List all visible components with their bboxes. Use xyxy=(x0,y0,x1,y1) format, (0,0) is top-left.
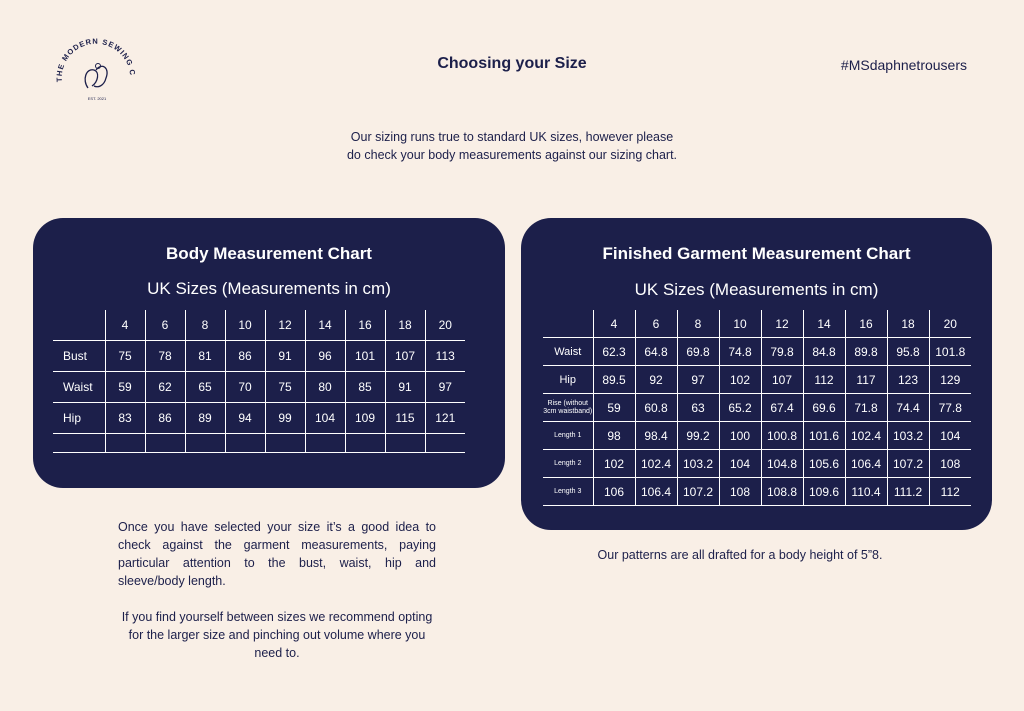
logo-text: THE MODERN SEWING C xyxy=(54,36,138,83)
size-header: 4 xyxy=(593,310,635,338)
table-cell: 108.8 xyxy=(761,478,803,506)
table-cell: 109 xyxy=(345,403,385,434)
empty-row xyxy=(53,434,465,453)
size-header: 12 xyxy=(265,310,305,341)
size-header: 12 xyxy=(761,310,803,338)
size-header: 4 xyxy=(105,310,145,341)
table-cell: 67.4 xyxy=(761,394,803,422)
size-header: 16 xyxy=(345,310,385,341)
table-cell: 109.6 xyxy=(803,478,845,506)
size-header: 6 xyxy=(635,310,677,338)
table-cell: 99 xyxy=(265,403,305,434)
table-cell: 70 xyxy=(225,372,265,403)
empty-cell xyxy=(185,434,225,453)
empty-cell xyxy=(425,434,465,453)
table-cell: 112 xyxy=(929,478,971,506)
size-header: 10 xyxy=(719,310,761,338)
empty-cell xyxy=(305,434,345,453)
size-header: 10 xyxy=(225,310,265,341)
table-cell: 96 xyxy=(305,341,345,372)
table-row xyxy=(543,478,971,506)
table-cell: 78 xyxy=(145,341,185,372)
garment-measurement-table xyxy=(543,310,971,506)
page-title: Choosing your Size xyxy=(437,55,587,72)
table-cell: 91 xyxy=(385,372,425,403)
intro-line-1: Our sizing runs true to standard UK sizes, however please xyxy=(350,130,674,144)
corner-cell xyxy=(543,310,593,338)
empty-cell xyxy=(265,434,305,453)
row-label: Waist xyxy=(543,338,593,366)
table-cell: 89.8 xyxy=(845,338,887,366)
table-cell: 100 xyxy=(719,422,761,450)
table-cell: 106.4 xyxy=(635,478,677,506)
empty-cell xyxy=(385,434,425,453)
table-cell: 98.4 xyxy=(635,422,677,450)
table-cell: 86 xyxy=(145,403,185,434)
garment-chart-title: Finished Garment Measurement Chart xyxy=(602,244,911,263)
table-cell: 100.8 xyxy=(761,422,803,450)
table-cell: 104 xyxy=(929,422,971,450)
size-header: 6 xyxy=(145,310,185,341)
table-cell: 77.8 xyxy=(929,394,971,422)
table-cell: 108 xyxy=(929,450,971,478)
table-cell: 102.4 xyxy=(845,422,887,450)
body-chart-subtitle: UK Sizes (Measurements in cm) xyxy=(147,279,391,298)
table-cell: 105.6 xyxy=(803,450,845,478)
table-cell: 98 xyxy=(593,422,635,450)
table-cell: 108 xyxy=(719,478,761,506)
size-header: 18 xyxy=(887,310,929,338)
row-label: Hip xyxy=(53,403,105,434)
row-label: Waist xyxy=(53,372,105,403)
size-header: 18 xyxy=(385,310,425,341)
body-measurement-table xyxy=(53,310,465,453)
table-cell: 75 xyxy=(265,372,305,403)
table-cell: 110.4 xyxy=(845,478,887,506)
table-cell: 129 xyxy=(929,366,971,394)
table-cell: 94 xyxy=(225,403,265,434)
row-label: Length 3 xyxy=(543,478,593,506)
table-cell: 79.8 xyxy=(761,338,803,366)
table-cell: 92 xyxy=(635,366,677,394)
table-cell: 89.5 xyxy=(593,366,635,394)
table-cell: 107.2 xyxy=(887,450,929,478)
table-cell: 106 xyxy=(593,478,635,506)
table-cell: 74.8 xyxy=(719,338,761,366)
table-row xyxy=(543,338,971,366)
table-cell: 97 xyxy=(677,366,719,394)
table-cell: 63 xyxy=(677,394,719,422)
table-row xyxy=(543,450,971,478)
size-header: 14 xyxy=(803,310,845,338)
row-label: Hip xyxy=(543,366,593,394)
table-cell: 107.2 xyxy=(677,478,719,506)
table-cell: 113 xyxy=(425,341,465,372)
table-cell: 84.8 xyxy=(803,338,845,366)
size-header: 20 xyxy=(929,310,971,338)
empty-cell xyxy=(53,434,105,453)
table-row xyxy=(543,422,971,450)
table-cell: 89 xyxy=(185,403,225,434)
table-row xyxy=(543,394,971,422)
size-header: 8 xyxy=(185,310,225,341)
table-cell: 69.6 xyxy=(803,394,845,422)
intro-text xyxy=(312,128,712,164)
body-height-note: Our patterns are all drafted for a body height of 5”8. xyxy=(597,548,883,562)
table-row xyxy=(53,372,465,403)
table-cell: 104 xyxy=(305,403,345,434)
table-cell: 65.2 xyxy=(719,394,761,422)
body-measurement-card xyxy=(33,218,505,488)
row-label: Bust xyxy=(53,341,105,372)
table-cell: 101 xyxy=(345,341,385,372)
table-cell: 103.2 xyxy=(677,450,719,478)
table-cell: 107 xyxy=(761,366,803,394)
table-cell: 65 xyxy=(185,372,225,403)
size-header: 14 xyxy=(305,310,345,341)
table-cell: 101.6 xyxy=(803,422,845,450)
advice-paragraph-1: Once you have selected your size it’s a good idea to check against the garment measurements, paying particular attention to the bust, waist, hip and sleeve/body length. xyxy=(118,520,436,588)
table-cell: 83 xyxy=(105,403,145,434)
hashtag: #MSdaphnetrousers xyxy=(840,57,967,73)
table-cell: 111.2 xyxy=(887,478,929,506)
table-cell: 101.8 xyxy=(929,338,971,366)
table-row xyxy=(53,403,465,434)
empty-cell xyxy=(105,434,145,453)
table-cell: 107 xyxy=(385,341,425,372)
table-cell: 99.2 xyxy=(677,422,719,450)
table-cell: 81 xyxy=(185,341,225,372)
table-cell: 60.8 xyxy=(635,394,677,422)
table-cell: 62 xyxy=(145,372,185,403)
garment-chart-subtitle: UK Sizes (Measurements in cm) xyxy=(634,280,879,299)
table-cell: 95.8 xyxy=(887,338,929,366)
intro-line-2: do check your body measurements against our sizing chart. xyxy=(346,148,678,162)
table-cell: 123 xyxy=(887,366,929,394)
empty-cell xyxy=(345,434,385,453)
corner-cell xyxy=(53,310,105,341)
garment-measurement-card xyxy=(521,218,992,530)
sizing-advice xyxy=(118,518,436,662)
table-row xyxy=(53,341,465,372)
table-cell: 71.8 xyxy=(845,394,887,422)
table-cell: 80 xyxy=(305,372,345,403)
table-cell: 59 xyxy=(105,372,145,403)
table-cell: 117 xyxy=(845,366,887,394)
row-label: Length 1 xyxy=(543,422,593,450)
row-label: Rise (without 3cm waistband) xyxy=(543,394,593,422)
row-label: Length 2 xyxy=(543,450,593,478)
table-cell: 64.8 xyxy=(635,338,677,366)
table-cell: 75 xyxy=(105,341,145,372)
table-cell: 62.3 xyxy=(593,338,635,366)
advice-paragraph-2: If you find yourself between sizes we recommend opting for the larger size and pinching out volume where you need to. xyxy=(121,610,433,660)
table-header-row xyxy=(53,310,465,341)
empty-cell xyxy=(225,434,265,453)
table-row xyxy=(543,366,971,394)
table-cell: 69.8 xyxy=(677,338,719,366)
table-cell: 103.2 xyxy=(887,422,929,450)
table-cell: 104.8 xyxy=(761,450,803,478)
table-cell: 59 xyxy=(593,394,635,422)
size-header: 8 xyxy=(677,310,719,338)
table-cell: 74.4 xyxy=(887,394,929,422)
table-cell: 115 xyxy=(385,403,425,434)
table-cell: 86 xyxy=(225,341,265,372)
table-cell: 85 xyxy=(345,372,385,403)
table-cell: 102 xyxy=(719,366,761,394)
table-cell: 112 xyxy=(803,366,845,394)
size-header: 20 xyxy=(425,310,465,341)
empty-cell xyxy=(145,434,185,453)
table-cell: 91 xyxy=(265,341,305,372)
size-header: 16 xyxy=(845,310,887,338)
table-cell: 102 xyxy=(593,450,635,478)
table-header-row xyxy=(543,310,971,338)
table-cell: 106.4 xyxy=(845,450,887,478)
table-cell: 97 xyxy=(425,372,465,403)
body-chart-title: Body Measurement Chart xyxy=(166,244,372,263)
table-cell: 104 xyxy=(719,450,761,478)
table-cell: 102.4 xyxy=(635,450,677,478)
table-cell: 121 xyxy=(425,403,465,434)
logo-est: EST. 2021 xyxy=(87,96,107,101)
